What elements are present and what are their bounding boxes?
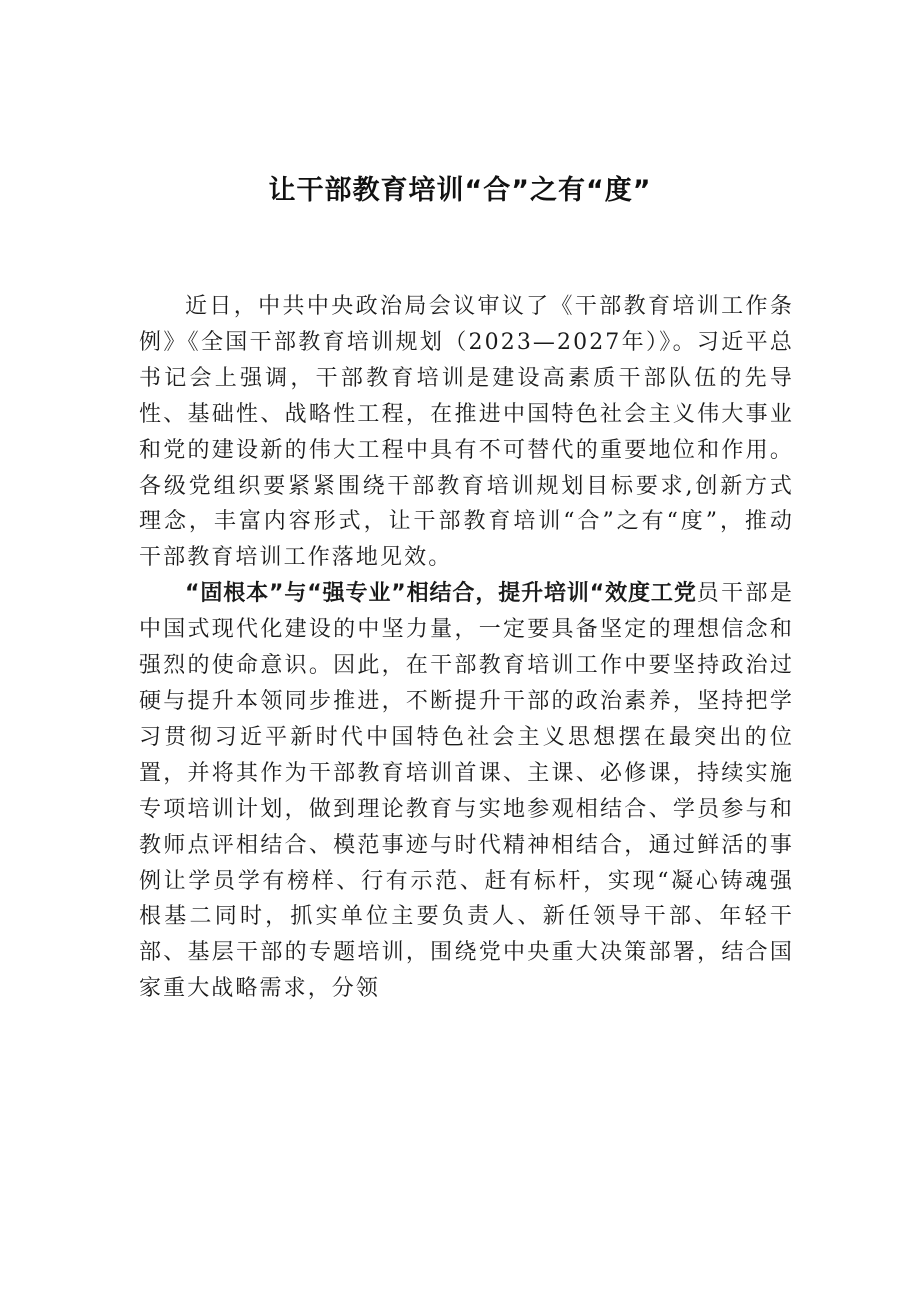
paragraph-section-1 [139, 576, 794, 1007]
section-heading: “固根本”与“强专业”相结合，提升培训“效度工党 [185, 581, 697, 607]
document-body [139, 289, 794, 1007]
document-title: 让干部教育培训“合”之有“度” [268, 175, 652, 206]
section-body-text: 员干部是中国式现代化建设的中坚力量，一定要具备坚定的理想信念和强烈的使命意识。因此，在干部教育培训工作中要坚持政治过硬与提升本领同步推进，不断提升干部的政治素养，坚持把学习贯彻习近平新时代中国特色社会主义思想摆在最突出的位置，并将其作为干部教育培训首课、主课、必修课，持续实施专项培训计划，做到理论教育与实地参观相结合、学员参与和教师点评相结合、模范事迹与时代精神相结合，通过鲜活的事例让学员学有榜样、行有示范、赶有标杆，实现“凝心铸魂强根基二同时，抓实单位主要负责人、新任领导干部、年轻干部、基层干部的专题培训，围绕党中央重大决策部署，结合国家重大战略需求，分领 [139, 581, 794, 1002]
paragraph-intro: 近日，中共中央政治局会议审议了《干部教育培训工作条例》《全国干部教育培训规划（2023—2027年）》。习近平总书记会上强调，干部教育培训是建设高素质干部队伍的先导性、基础性、战略性工程，在推进中国特色社会主义伟大事业和党的建设新的伟大工程中具有不可替代的重要地位和作用。各级党组织要紧紧围绕干部教育培训规划目标要求,创新方式理念，丰富内容形式，让干部教育培训“合”之有“度”，推动干部教育培训工作落地见效。 [139, 294, 794, 571]
